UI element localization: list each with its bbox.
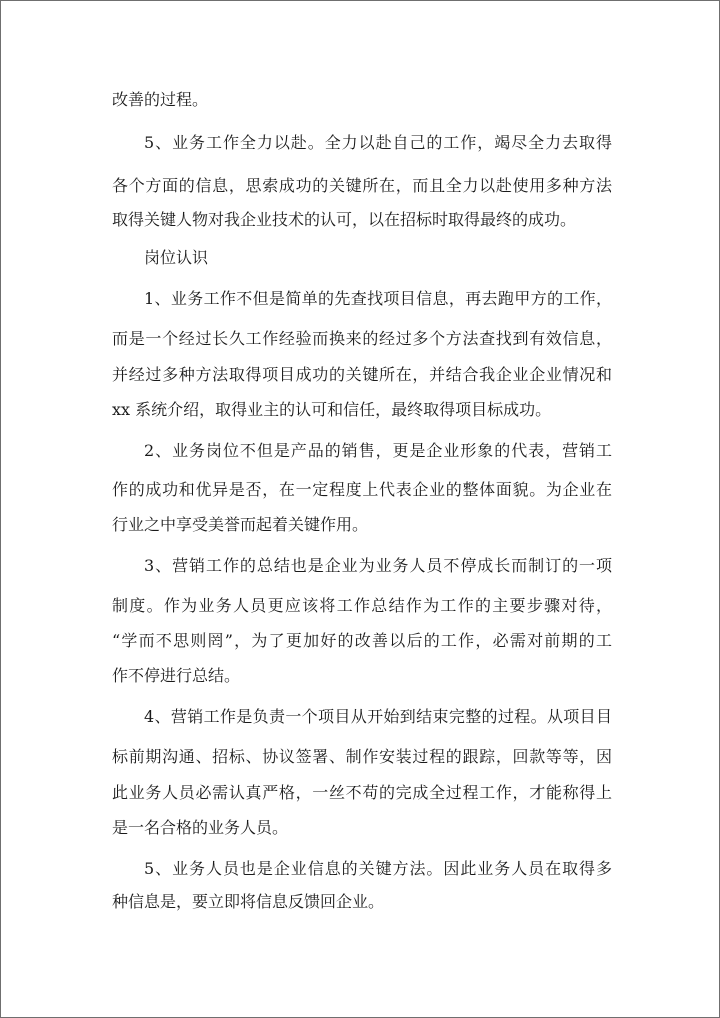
paragraph-line: 制度。作为业务人员更应该将工作总结作为工作的主要步骤对待， <box>112 596 612 615</box>
paragraph-line: 是一名合格的业务人员。 <box>112 818 289 837</box>
paragraph-line: 而是一个经过长久工作经验而换来的经过多个方法查找到有效信息， <box>112 329 612 348</box>
paragraph-line: 改善的过程。 <box>112 90 209 109</box>
paragraph-line: 行业之中享受美誉而起着关键作用。 <box>112 515 369 534</box>
paragraph-line: 取得关键人物对我企业技术的认可，以在招标时取得最终的成功。 <box>112 210 577 229</box>
paragraph-line: 此业务人员必需认真严格，一丝不苟的完成全过程工作，才能称得上 <box>112 783 612 802</box>
paragraph-line: 并经过多种方法取得项目成功的关键所在，并结合我企业企业情况和 <box>112 365 612 384</box>
paragraph-line: 5、业务人员也是企业信息的关键方法。因此业务人员在取得多 <box>144 859 612 878</box>
paragraph-line: 3、营销工作的总结也是企业为业务人员不停成长而制订的一项 <box>144 556 612 575</box>
paragraph-line: 作不停进行总结。 <box>112 666 241 685</box>
paragraph-line: “学而不思则罔”，为了更加好的改善以后的工作，必需对前期的工 <box>112 631 612 650</box>
paragraph-line: 4、营销工作是负责一个项目从开始到结束完整的过程。从项目目 <box>144 707 612 726</box>
paragraph-line: 2、业务岗位不但是产品的销售，更是企业形象的代表，营销工 <box>144 441 612 460</box>
paragraph-line: 5、业务工作全力以赴。全力以赴自己的工作，竭尽全力去取得 <box>144 133 612 152</box>
paragraph-line: 标前期沟通、招标、协议签署、制作安装过程的跟踪，回款等等，因 <box>112 747 612 766</box>
paragraph-line: xx 系统介绍，取得业主的认可和信任，最终取得项目标成功。 <box>112 400 552 419</box>
section-heading: 岗位认识 <box>144 248 209 267</box>
paragraph-line: 1、业务工作不但是简单的先查找项目信息，再去跑甲方的工作， <box>144 289 612 308</box>
paragraph-line: 各个方面的信息，思索成功的关键所在，而且全力以赴使用多种方法 <box>112 176 612 195</box>
paragraph-line: 作的成功和优异是否，在一定程度上代表企业的整体面貌。为企业在 <box>112 480 612 499</box>
paragraph-line: 种信息是，要立即将信息反馈回企业。 <box>112 892 385 911</box>
